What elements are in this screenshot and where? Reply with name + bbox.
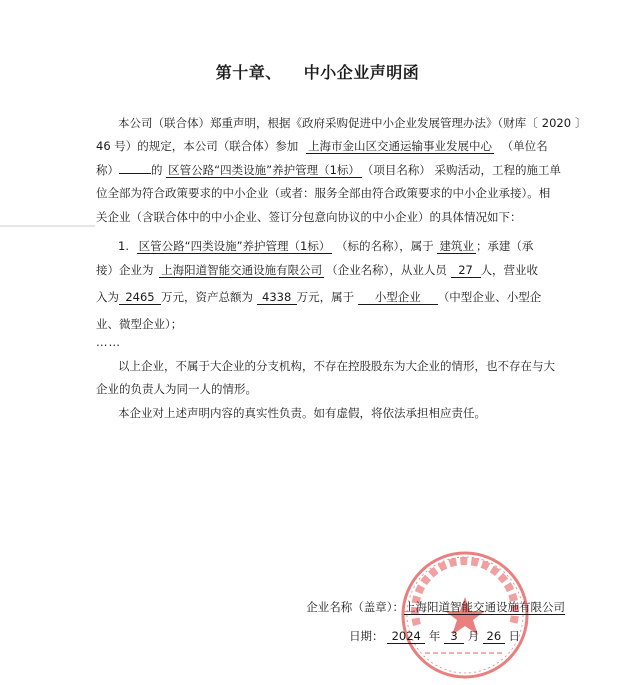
date-month: 3	[444, 630, 464, 644]
purchaser-name: 上海市金山区交通运输事业发展中心	[307, 139, 492, 153]
paragraph-1-line-1: 本公司（联合体）郑重声明，根据《政府采购促进中小企业发展管理办法》（财库〔 2020 〕	[118, 116, 587, 130]
company-name: 上海阳道智能交通设施有限公司	[161, 263, 323, 277]
item-1-line-3: 入为 2465 万元，资产总额为 4338 万元，属于 小型企业 （中型企业、小型企	[96, 290, 542, 304]
paragraph-3-line-2: 企业的负责人为同一人的情形。	[96, 382, 257, 396]
item-name: 区管公路“四类设施”养护管理（1标）	[138, 239, 331, 253]
employee-count: 27	[451, 264, 481, 278]
signature-date-line: 日期： 2024 年 3 月 26 日	[349, 629, 520, 643]
enterprise-size: 小型企业	[358, 291, 438, 305]
chapter-label: 第十章、	[215, 63, 282, 82]
paragraph-3-line-1: 以上企业，不属于大企业的分支机构，不存在控股股东为大企业的情形，也不存在与大	[118, 359, 555, 373]
page-title	[0, 60, 635, 83]
signature-label: 企业名称（盖章）：	[306, 600, 404, 614]
assets-value: 4338	[257, 291, 297, 305]
company-seal	[395, 545, 535, 685]
item-number: 1.	[118, 239, 129, 253]
item-1-line-4: 业、微型企业）；	[96, 317, 183, 331]
date-year: 2024	[387, 630, 425, 644]
item-1-line-1: 1. 区管公路“四类设施”养护管理（1标） （标的名称），属于 建筑业 ；承建（承	[118, 239, 534, 253]
title-text: 中小企业声明函	[303, 63, 420, 82]
signature-company: 上海阳道智能交通设施有限公司	[404, 600, 565, 614]
revenue-value: 2465	[119, 291, 161, 305]
paragraph-4: 本企业对上述声明内容的真实性负责。如有虚假，将依法承担相应责任。	[118, 406, 486, 420]
paragraph-1-line-2: 46 号）的规定，本公司（联合体）参加 上海市金山区交通运输事业发展中心 （单位名	[96, 139, 548, 153]
ellipsis: ……	[96, 335, 121, 349]
paragraph-1-line-3: 称） 的 区管公路“四类设施”养护管理（1标） （项目名称） 采购活动，工程的施工单	[96, 163, 562, 177]
date-day: 26	[483, 630, 505, 644]
paragraph-1-line-5: 关企业（含联合体中的中小企业、签订分包意向协议的中小企业）的具体情况如下：	[96, 210, 522, 224]
scan-edge-mark	[0, 225, 95, 227]
signature-company-line	[306, 600, 565, 615]
paragraph-1-line-4: 位全部为符合政策要求的中小企业（或者：服务全部由符合政策要求的中小企业承接）。相	[96, 186, 551, 200]
decree-year: 2020	[541, 116, 572, 130]
item-1-line-2: 接）企业为 上海阳道智能交通设施有限公司 （企业名称），从业人员 27 人，营业收	[96, 263, 539, 277]
industry-value: 建筑业	[439, 239, 474, 253]
project-name: 区管公路“四类设施”养护管理（1标）	[168, 163, 360, 177]
